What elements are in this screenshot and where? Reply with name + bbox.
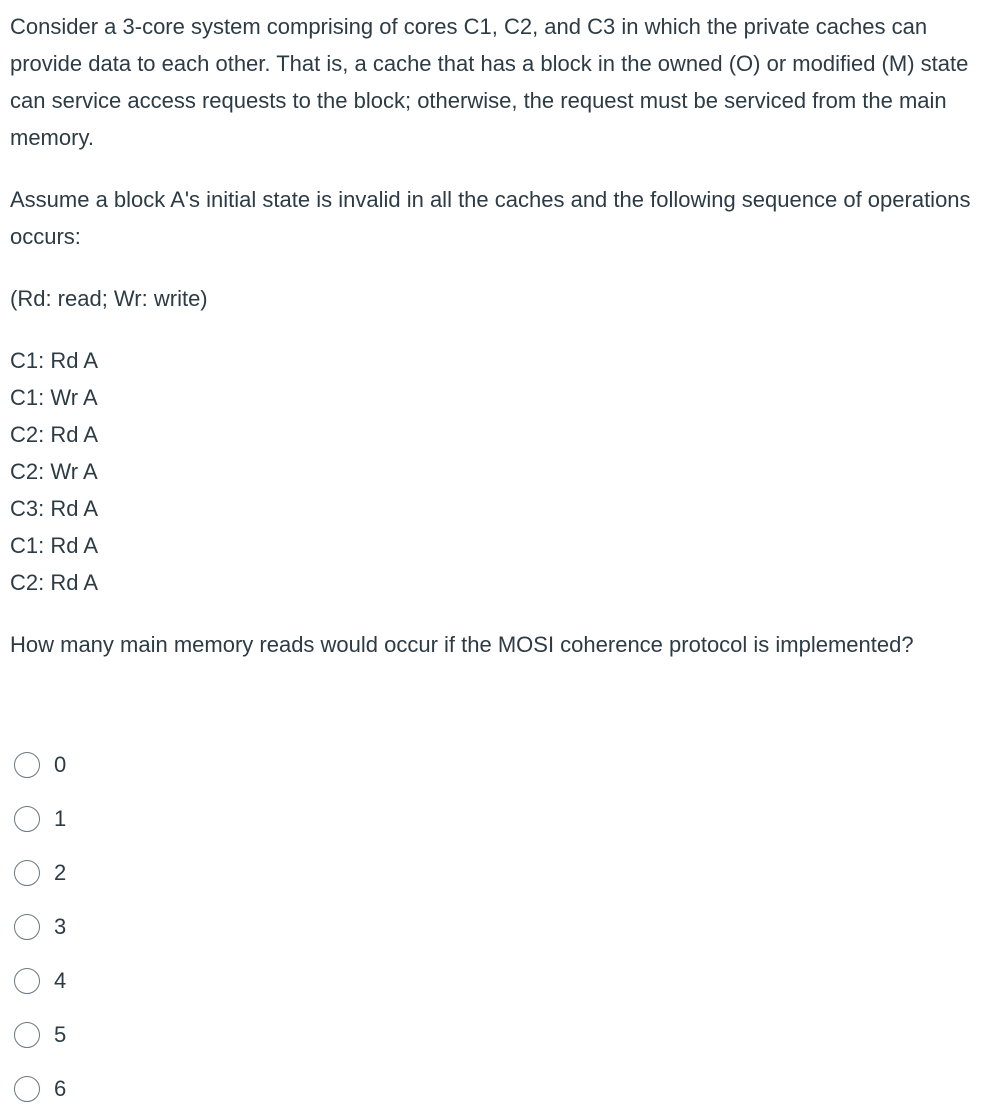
operation-line: C3: Rd A [10, 496, 99, 521]
operation-sequence [10, 342, 980, 601]
radio-button[interactable] [14, 752, 40, 778]
operation-line: C1: Rd A [10, 533, 99, 558]
answer-option-1[interactable] [14, 792, 66, 846]
radio-button[interactable] [14, 806, 40, 832]
answer-option-4[interactable] [14, 954, 66, 1008]
question-text [10, 8, 980, 688]
answer-label: 2 [54, 860, 67, 885]
answer-options [14, 738, 66, 1116]
answer-option-6[interactable] [14, 1062, 66, 1116]
question-legend: (Rd: read; Wr: write) [10, 286, 208, 311]
radio-button[interactable] [14, 914, 40, 940]
operation-line: C2: Rd A [10, 570, 99, 595]
radio-button[interactable] [14, 1076, 40, 1102]
operation-line: C2: Wr A [10, 459, 98, 484]
answer-label: 3 [54, 914, 67, 939]
answer-label: 0 [54, 752, 67, 777]
answer-label: 1 [54, 806, 67, 831]
answer-option-0[interactable] [14, 738, 66, 792]
question-prompt: How many main memory reads would occur if the MOSI coherence protocol is implemented? [10, 632, 914, 657]
operation-line: C2: Rd A [10, 422, 99, 447]
answer-option-2[interactable] [14, 846, 66, 900]
operation-line: C1: Wr A [10, 385, 98, 410]
radio-button[interactable] [14, 968, 40, 994]
answer-label: 5 [54, 1022, 67, 1047]
answer-option-3[interactable] [14, 900, 66, 954]
answer-label: 4 [54, 968, 67, 993]
question-paragraph-context: Consider a 3-core system comprising of cores C1, C2, and C3 in which the private caches can provide data to each other. That is, a cache that has a block in the owned (O) or modified (M) state can service access requests to the block; otherwise, the request must be serviced from the main memory. [10, 14, 969, 150]
answer-label: 6 [54, 1076, 67, 1101]
answer-option-5[interactable] [14, 1008, 66, 1062]
question-paragraph-setup: Assume a block A's initial state is invalid in all the caches and the following sequence of operations occurs: [10, 187, 971, 249]
operation-line: C1: Rd A [10, 348, 99, 373]
radio-button[interactable] [14, 1022, 40, 1048]
radio-button[interactable] [14, 860, 40, 886]
